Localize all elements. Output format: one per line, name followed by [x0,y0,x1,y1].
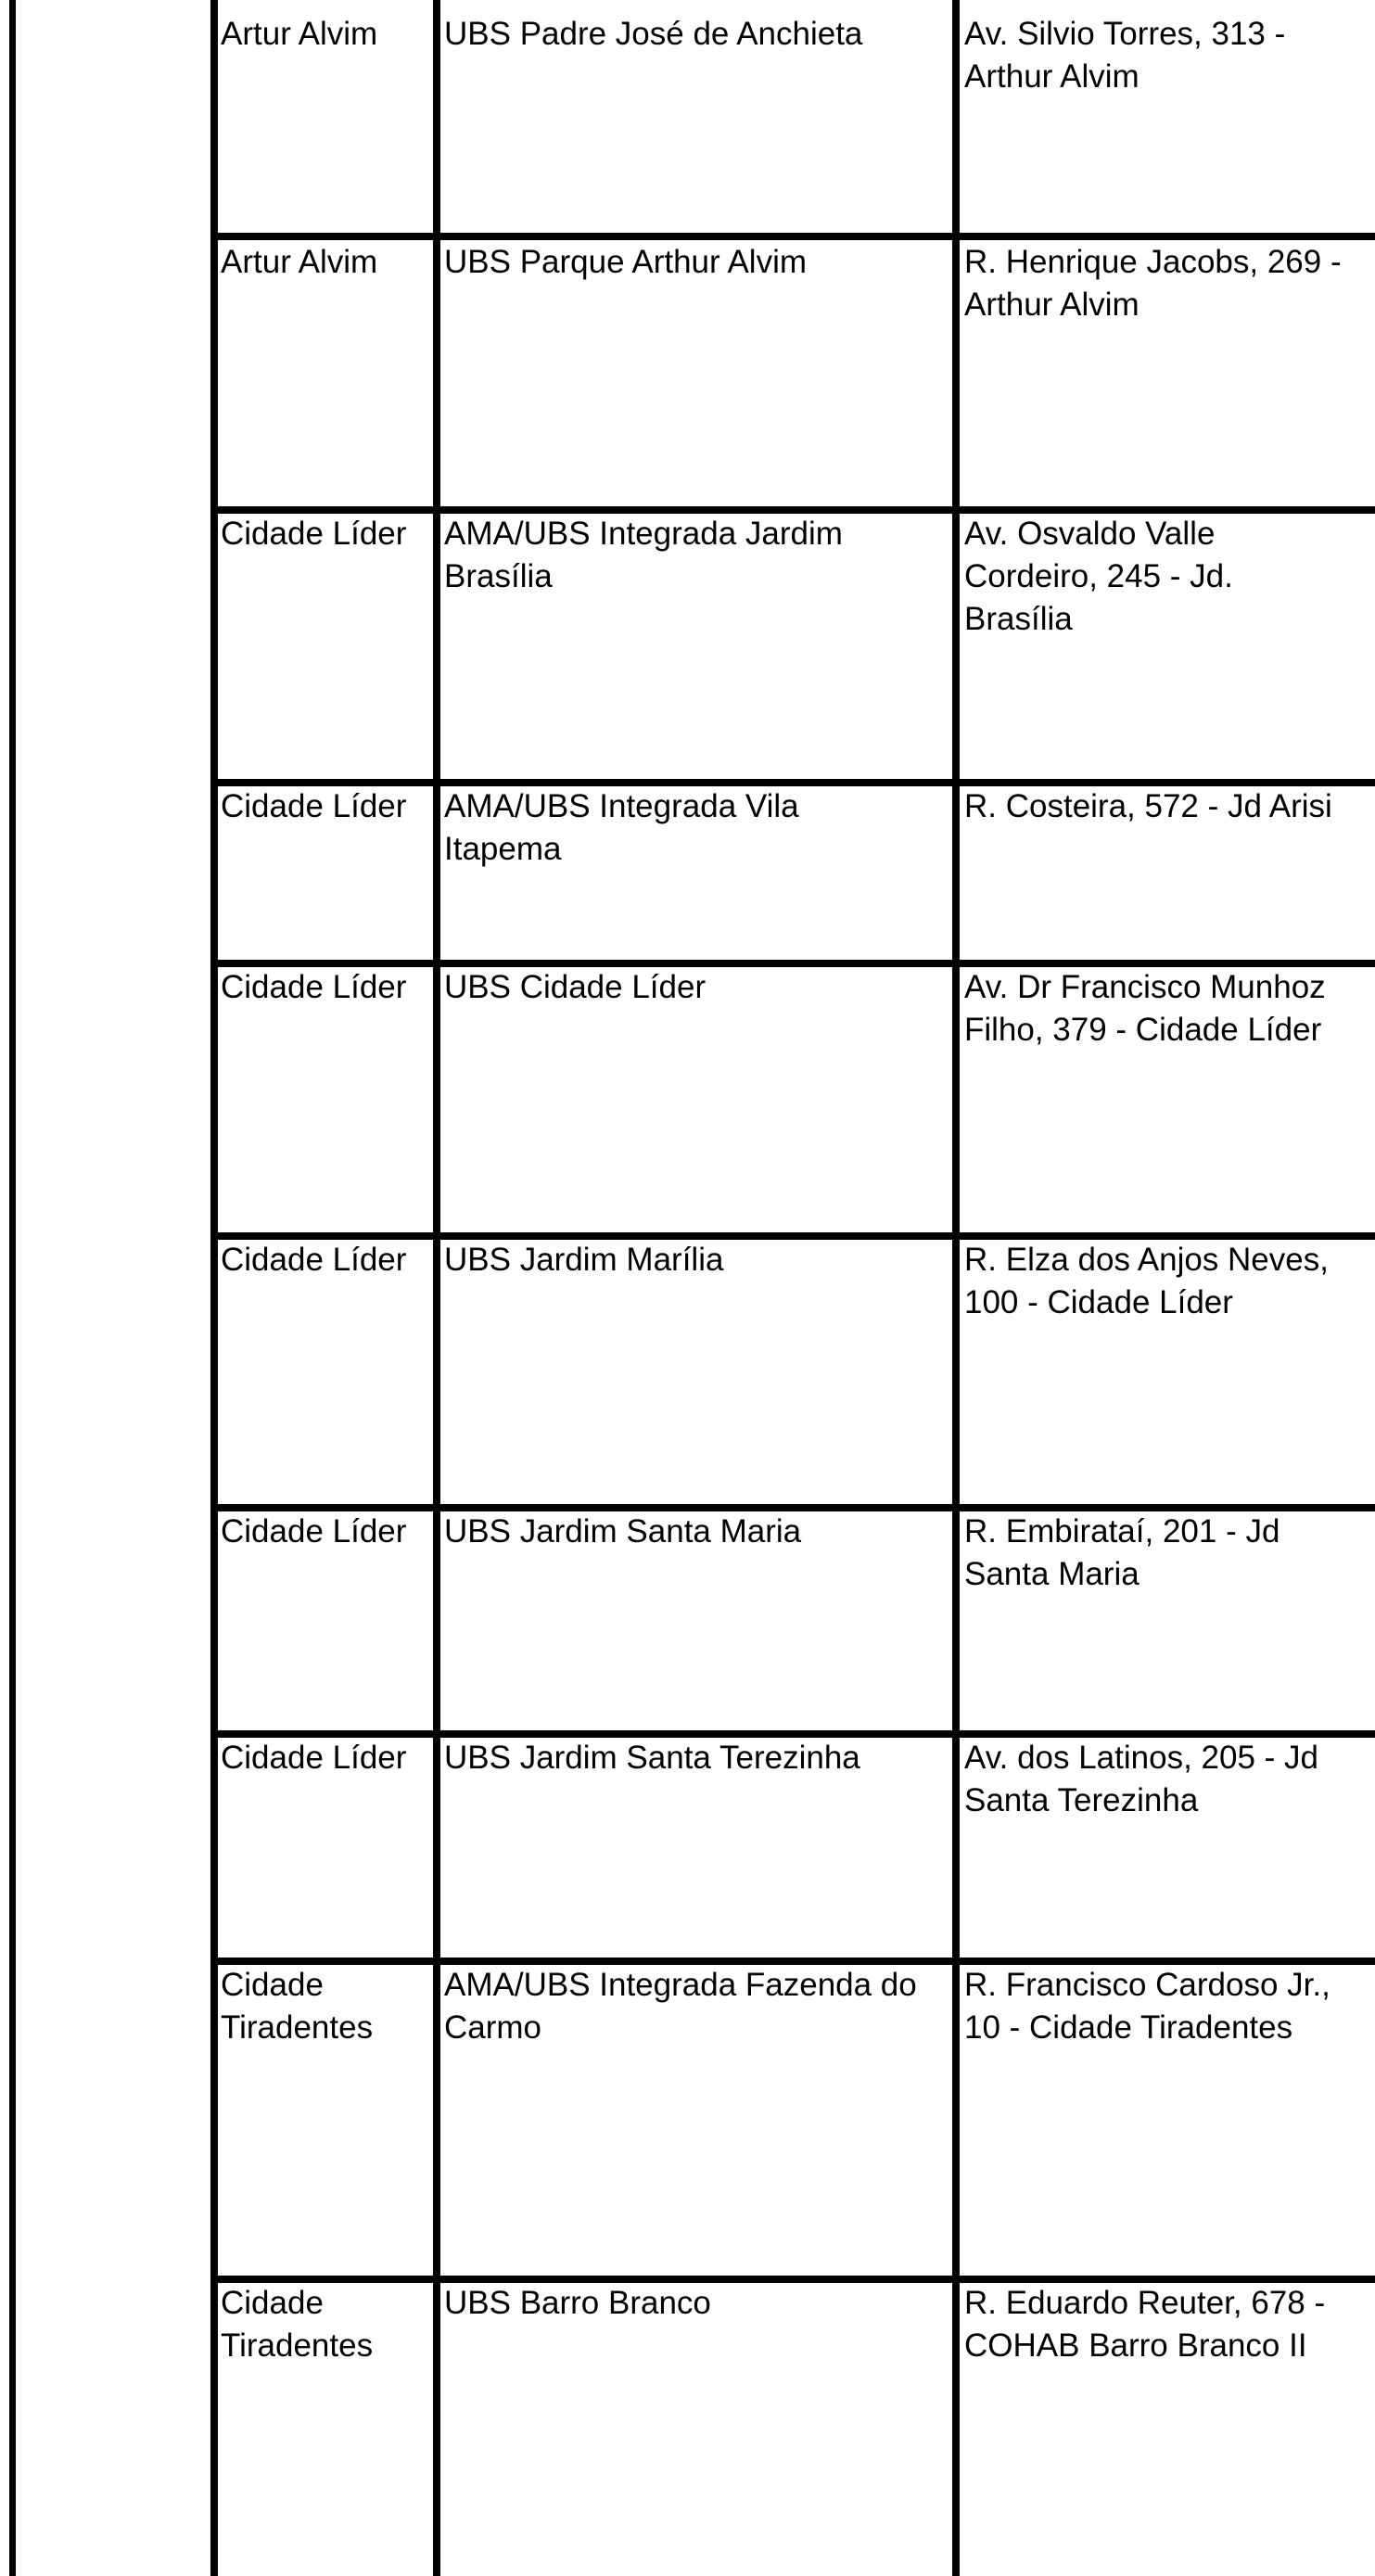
address-cell: Av. dos Latinos, 205 - Jd Santa Terezinha [964,1740,1318,1818]
address-cell: R. Eduardo Reuter, 678 - COHAB Barro Branco II [964,2285,1326,2364]
unit-name-cell: UBS Barro Branco [444,2285,711,2321]
district-cell: Artur Alvim [221,16,378,52]
left-border-line [9,0,16,2576]
address-cell: R. Elza dos Anjos Neves, 100 - Cidade Líder [964,1242,1329,1320]
address-cell: Av. Dr Francisco Munhoz Filho, 379 - Cidade Líder [964,969,1326,1048]
address-cell: R. Embirataí, 201 - Jd Santa Maria [964,1513,1280,1592]
unit-name-cell: UBS Jardim Santa Terezinha [444,1740,860,1776]
district-cell: Cidade Líder [221,788,407,824]
district-cell: Cidade Tiradentes [221,2285,374,2364]
district-cell: Cidade Líder [221,969,407,1005]
address-cell: Av. Osvaldo Valle Cordeiro, 245 - Jd. Brasília [964,516,1233,637]
unit-name-cell: AMA/UBS Integrada Fazenda do Carmo [444,1967,917,2046]
column-divider-address [952,0,960,2576]
district-cell: Cidade Líder [221,1513,407,1549]
address-cell: R. Henrique Jacobs, 269 - Arthur Alvim [964,244,1342,323]
row-divider [210,233,1375,240]
column-divider-district [210,0,218,2576]
unit-name-cell: AMA/UBS Integrada Jardim Brasília [444,516,843,594]
address-cell: Av. Silvio Torres, 313 - Arthur Alvim [964,16,1286,95]
district-cell: Artur Alvim [221,244,378,280]
district-cell: Cidade Tiradentes [221,1967,374,2046]
unit-name-cell: UBS Jardim Marília [444,1242,724,1278]
address-cell: R. Costeira, 572 - Jd Arisi [964,788,1332,824]
district-cell: Cidade Líder [221,1242,407,1278]
district-cell: Cidade Líder [221,1740,407,1776]
unit-name-cell: UBS Jardim Santa Maria [444,1513,802,1549]
unit-name-cell: AMA/UBS Integrada Vila Itapema [444,788,799,867]
address-cell: R. Francisco Cardoso Jr., 10 - Cidade Tiradentes [964,1967,1330,2046]
district-cell: Cidade Líder [221,516,407,552]
column-divider-unit [433,0,440,2576]
unit-name-cell: UBS Padre José de Anchieta [444,16,863,52]
unit-name-cell: UBS Parque Arthur Alvim [444,244,807,280]
unit-name-cell: UBS Cidade Líder [444,969,707,1005]
